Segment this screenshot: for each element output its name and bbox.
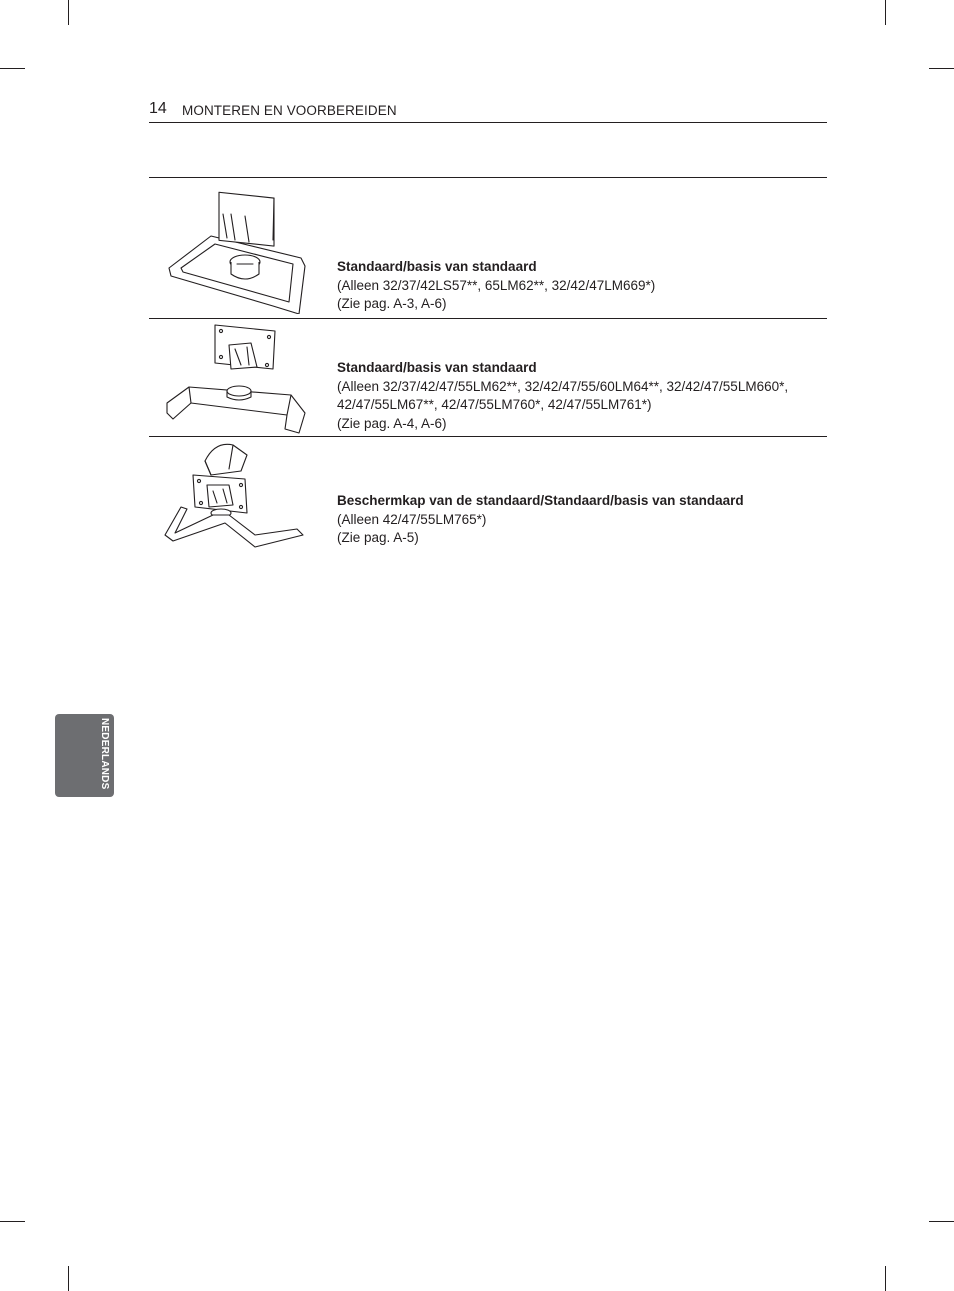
part-name: Beschermkap van de standaard/Standaard/basis van standaard <box>337 493 744 508</box>
part-models: 42/47/55LM67**, 42/47/55LM760*, 42/47/55LM761*) <box>337 397 652 413</box>
part-row <box>149 178 827 319</box>
crop-mark <box>885 0 886 25</box>
section-title: MONTEREN EN VOORBEREIDEN <box>182 103 397 118</box>
part-name: Standaard/basis van standaard <box>337 259 537 274</box>
crop-mark <box>929 1221 954 1222</box>
crop-mark <box>68 0 69 25</box>
parts-table <box>149 177 827 561</box>
part-description <box>337 258 655 314</box>
part-models: (Alleen 32/37/42/47/55LM62**, 32/42/47/55/60LM64**, 32/42/47/55LM660*, <box>337 378 789 394</box>
part-description <box>337 492 744 548</box>
crop-mark <box>68 1266 69 1291</box>
part-models: (Alleen 42/47/55LM765*) <box>337 511 487 527</box>
page-number: 14 <box>149 100 167 117</box>
part-description <box>337 359 788 433</box>
stand-base-flat-icon <box>159 182 309 314</box>
part-page-reference: (Zie pag. A-3, A-6) <box>337 296 447 312</box>
page-header <box>149 100 827 123</box>
part-page-reference: (Zie pag. A-5) <box>337 530 419 546</box>
part-row <box>149 319 827 437</box>
crop-mark <box>0 1221 25 1222</box>
part-page-reference: (Zie pag. A-4, A-6) <box>337 415 447 431</box>
part-row <box>149 437 827 561</box>
crop-mark <box>0 68 25 69</box>
stand-cover-y-base-icon <box>159 441 309 556</box>
crop-mark <box>885 1266 886 1291</box>
part-name: Standaard/basis van standaard <box>337 360 537 375</box>
stand-base-arc-icon <box>159 323 309 435</box>
language-tab-label: NEDERLANDS <box>99 718 110 790</box>
part-models: (Alleen 32/37/42LS57**, 65LM62**, 32/42/47LM669*) <box>337 277 656 293</box>
language-tab <box>55 714 114 797</box>
crop-mark <box>929 68 954 69</box>
